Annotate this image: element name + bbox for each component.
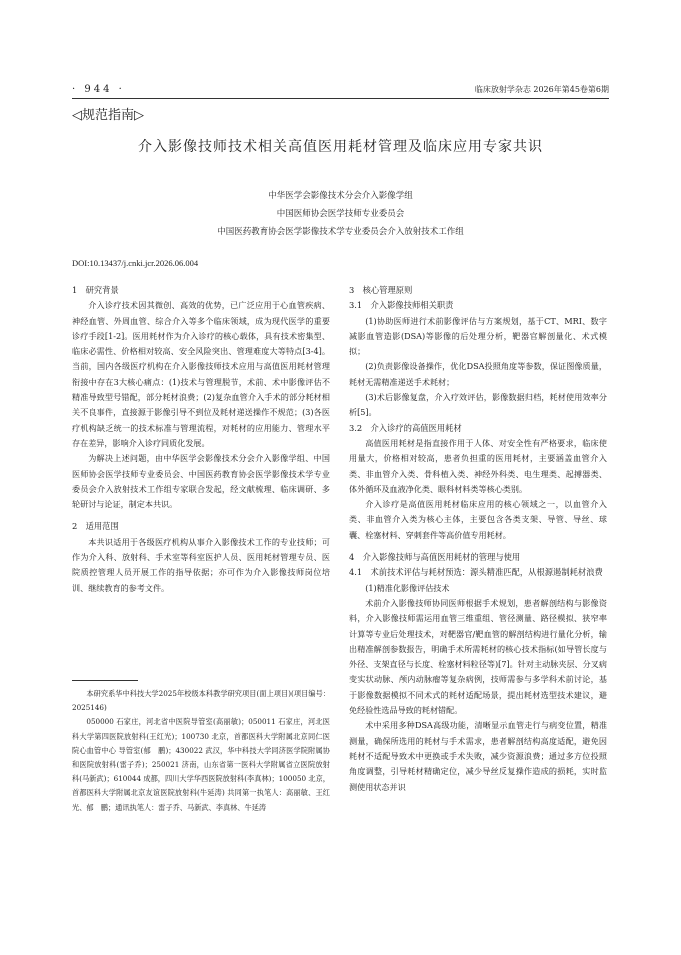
section-4-1-heading: 4.1 术前技术评估与耗材预选：源头精准匹配，从根源遏制耗材浪费 xyxy=(349,567,603,578)
footnote-fund: 本研究系华中科技大学2025年校级本科教学研究项目(面上项目)(项目编号：2025146) xyxy=(72,689,330,713)
left-column xyxy=(72,283,330,596)
section-4-1-1-paragraph-1: 术前介入影像技师协同医师根据手术规划，患者解剖结构与影像资料，介入影像技师需运用血管三维重组、管径测量、路径模拟、狭窄率计算等专业后处理技术，对靶器官/靶血管的解剖结构进行量化分析，输出精准解剖参数报告，明确手术所需耗材的核心技术指标(如导管长度与外径、支架直径与长度、栓塞材料粒径等)[7]。针对主动脉夹层、分叉病变实状动脉、颅内动脉瘤等复杂病例，技师需参与多学科术前讨论，基于影像数据模拟不同术式的耗材适配场景，提出耗材选型技术建议，避免经验性选品导致的耗材错配。 xyxy=(349,597,607,716)
section-3-1-item-1: (1)协助医师进行术前影像评估与方案规划，基于CT、MRI、数字减影血管造影(DSA)等影像的后处理分析，靶器官解剖量化、术式模拟； xyxy=(349,315,607,357)
article-title: 介入影像技师技术相关高值医用耗材管理及临床应用专家共识 xyxy=(138,139,543,155)
organizations xyxy=(0,187,681,241)
right-column xyxy=(349,283,607,795)
section-3-1-item-3: (3)术后影像复盘，介入疗效评估，影像数据归档，耗材使用效率分析[5]。 xyxy=(349,392,607,418)
section-1-paragraph-2: 为解决上述问题，由中华医学会影像技术分会介入影像学组、中国医师协会医学技师专业委员会、中国医药教育协会医学影像技术学专业委员会介入放射技术工作组专家联合发起，经文献梳理、临床调研、多轮研讨与论证，制定本共识。 xyxy=(72,453,330,510)
header-rule xyxy=(72,98,609,99)
journal-running-head: 临床放射学杂志 2026年第45卷第6期 xyxy=(474,85,609,94)
section-2-paragraph-1: 本共识适用于各级医疗机构从事介入影像技术工作的专业技师；可作为介入科、放射科、手术室等科室医护人员、医用耗材管理专员、医院质控管理人员开展工作的指导依据；亦可作为介入影像技师岗位培训、继续教育的参考文件。 xyxy=(72,536,330,593)
footnote xyxy=(72,680,330,815)
section-4-1-1-heading: (1)精准化影像评估技术 xyxy=(365,582,450,593)
section-3-2-paragraph-1: 高值医用耗材是指直接作用于人体、对安全性有严格要求，临床使用量大，价格相对较高，患者负担重的医用耗材，主要涵盖血管介入类、非血管介入类、骨科植入类、神经外科类、电生理类、起搏器类、体外循环及血液净化类、眼科材料类等核心类别。 xyxy=(349,437,607,494)
organization-1: 中华医学会影像技术分会介入影像学组 xyxy=(268,191,413,201)
section-1-heading: 1 研究背景 xyxy=(72,285,119,295)
organization-2: 中国医师协会医学技师专业委员会 xyxy=(276,209,405,219)
section-3-heading: 3 核心管理原则 xyxy=(349,285,413,295)
section-4-1-1-paragraph-2: 术中采用多种DSA高级功能，清晰显示血管走行与病变位置，精准测量，确保所选用的耗材与手术需求，患者解剖结构高度适配，避免因耗材不适配导致术中更换或手术失败，减少资源浪费；通过多方位投照角度调整，引导耗材精确定位，减少导丝反复操作造成的损耗，实时监测使用状态并识 xyxy=(349,720,607,792)
footnote-rule xyxy=(72,680,138,681)
footnote-affiliations: 050000 石家庄，河北省中医院导管室(高丽敏)；050011 石家庄，河北医科大学第四医院放射科(王红光)；100730 北京，首都医科大学附属北京同仁医院心血管中心 导管室(郁 鹏)；430022 武汉，华中科技大学同济医学院附属协和医院放射科(雷子乔)；250021 济南，山东省第一医科大学附属省立医院放射科(马新武)；610044 成都，四川大学华西医院放射科(李真林)；100050 北京，首都医科大学附属北京友谊医院放射科(牛延涛) 共同第一执笔人：高丽敏、王红光、郁 鹏；通讯执笔人：雷子乔、马新武、李真林、牛延涛 xyxy=(72,717,330,812)
section-4-heading: 4 介入影像技师与高值医用耗材的管理与使用 xyxy=(349,552,521,563)
section-tag: ◁规范指南▷ xyxy=(72,108,144,123)
section-1-paragraph-1: 介入诊疗技术因其微创、高效的优势，已广泛应用于心血管疾病、神经血管、外周血管、综合介入等多个临床领域，成为现代医学的重要诊疗手段[1-2]。医用耗材作为介入诊疗的核心载体，具有技术密集型、临床必需性、价格相对较高、安全风险突出、管理难度大等特点[3-4]。当前，国内各级医疗机构在介入影像技师技术应用与高值医用耗材管理衔接中存在3大核心痛点：(1)技术与管理脱节，术前、术中影像评估不精准导致型号错配，部分耗材浪费；(2)复杂血管介入手术的部分耗材相关不良事件，直接源于影像引导不到位及耗材递送操作不规范；(3)各医疗机构缺乏统一的技术标准与管理流程，对耗材的应用能力、管理水平存在差异，影响介入诊疗同质化发展。 xyxy=(72,300,330,448)
section-3-1-item-2: (2)负责影像设备操作，优化DSA投照角度等参数，保证图像质量，耗材无需精准递送手术耗材； xyxy=(349,361,607,387)
organization-3: 中国医药教育协会医学影像技术学专业委员会介入放射技术工作组 xyxy=(217,227,464,237)
section-3-2-paragraph-2: 介入诊疗是高值医用耗材临床应用的核心领域之一，以血管介入类、非血管介入类为核心主体，主要包含各类支架、导管、导丝、球囊、栓塞材料、穿刺套件等高价值专用耗材。 xyxy=(349,499,607,540)
section-3-2-heading: 3.2 介入诊疗的高值医用耗材 xyxy=(349,422,462,433)
doi: DOI:10.13437/j.cnki.jcr.2026.06.004 xyxy=(72,258,199,268)
section-3-1-heading: 3.1 介入影像技师相关职责 xyxy=(349,300,454,311)
page-number: · 944 · xyxy=(72,84,125,95)
section-2-heading: 2 适用范围 xyxy=(72,521,119,532)
